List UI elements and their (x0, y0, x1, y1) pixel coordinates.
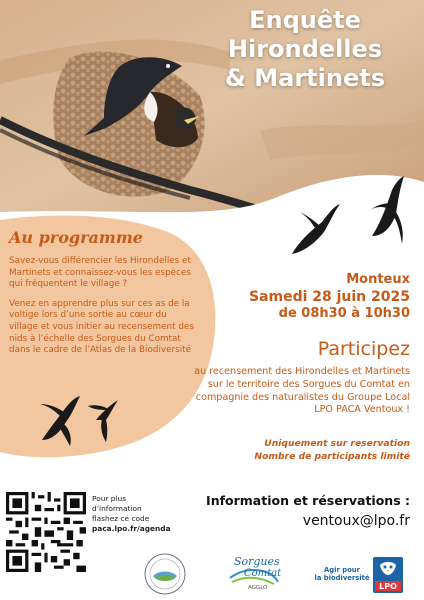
reservation-notes (190, 438, 410, 464)
qr-line-3: flashez ce code (92, 513, 150, 523)
sorgues-logo-line-1: Sorgues (234, 555, 280, 568)
event-time: de 08h30 à 10h30 (278, 306, 410, 322)
sorgues-comtat-logo (226, 552, 282, 592)
poster-title (200, 6, 410, 92)
event-details (210, 272, 410, 323)
contact-email[interactable]: ventoux@lpo.fr (302, 513, 410, 529)
event-location: Monteux (346, 272, 410, 287)
participez-section (190, 338, 410, 417)
programme-paragraph-1: Savez-vous différencier les Hirondelles et Martinets et connaissez-vous les espèces qui fréquentent le village ? (9, 256, 191, 290)
participez-heading: Participez (317, 338, 410, 360)
participez-text: au recensement des Hirondelles et Martinets sur le territoire des Sorgues du Comtat en compagnie des naturalistes du Groupe Local LPO PACA Ventoux ! (194, 366, 410, 416)
sorgues-logo-line-3: AGGLO (248, 585, 268, 591)
agir-line-1: Agir pour (324, 566, 360, 574)
qr-line-2: d’information (92, 503, 142, 513)
agir-biodiversite-logo (314, 566, 370, 582)
qr-url[interactable]: paca.lpo.fr/agenda (92, 523, 171, 533)
sorgues-logo-line-2: Comtat (244, 568, 282, 579)
contact-title: Information et réservations : (206, 493, 410, 508)
title-line-1: Enquête (249, 6, 361, 34)
event-date: Samedi 28 juin 2025 (248, 288, 410, 305)
lpo-logo-text: LPO (379, 582, 397, 591)
lpo-logo (373, 557, 403, 593)
contact-section (190, 493, 410, 529)
title-line-2: Hirondelles (227, 34, 383, 63)
title-line-3: & Martinets (224, 63, 386, 92)
programme-paragraph-2: Venez en apprendre plus sur ces as de la voltige lors d’une sortie au cœur du village et vous initier au recensement des nids à l’échelle des Sorgues du Comtat dans le cadre de l’Atlas de la Biodiversité (9, 298, 194, 356)
programme-section (6, 228, 196, 365)
agir-line-2: la biodiversité (314, 574, 370, 583)
qr-code[interactable] (6, 492, 86, 572)
qr-line-1: Pour plus (92, 494, 127, 503)
partner-seal-logo (143, 552, 187, 596)
programme-heading: Au programme (9, 228, 143, 247)
qr-instructions (92, 494, 188, 534)
note-limited: Nombre de participants limité (254, 450, 410, 462)
note-reservation: Uniquement sur reservation (264, 438, 410, 449)
